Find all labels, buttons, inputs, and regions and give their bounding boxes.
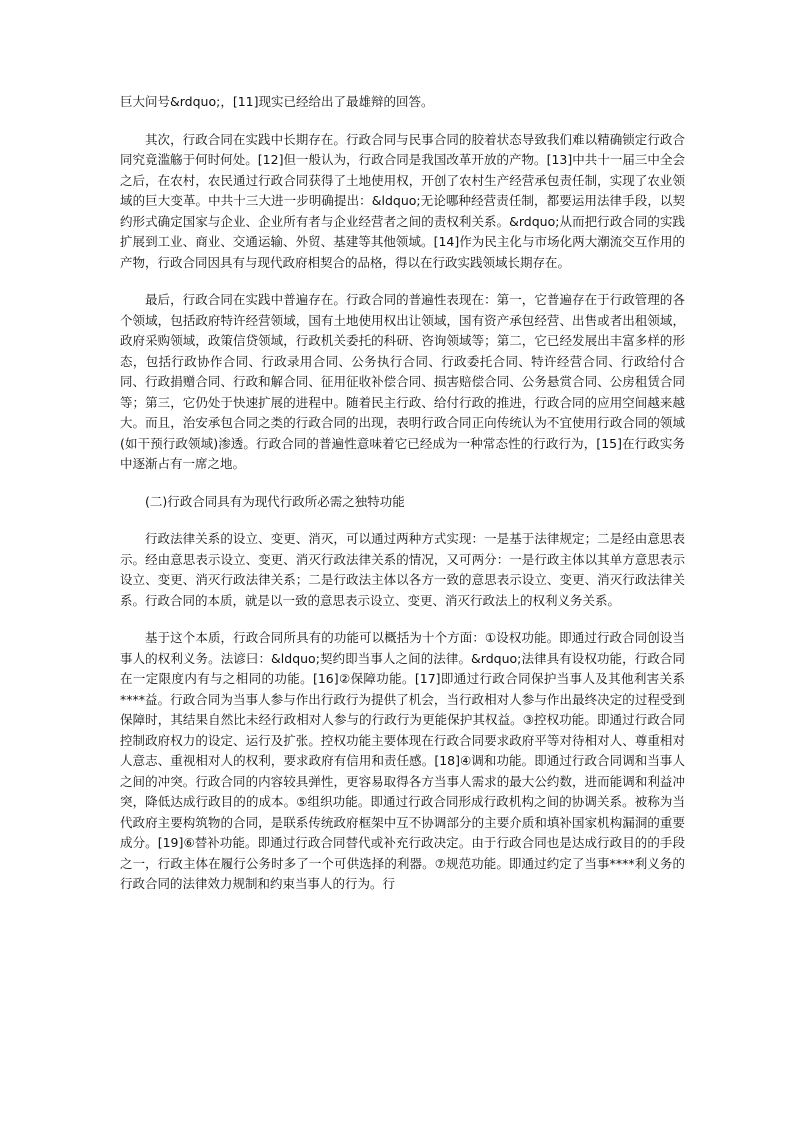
paragraph-functions: 基于这个本质，行政合同所具有的功能可以概括为十个方面：①设权功能。即通过行政合同创设当事人的权利义务。法谚曰：&ldquo;契约即当事人之间的法律。&rdquo;法律具有设权功能，行政合同在一定限度内有与之相同的功能。[16]②保障功能。[17]即通过行政合同保护当事人及其他利害关系****益。行政合同为当事人参与作出行政行为提供了机会，当行政相对人参与作出最终决定的过程受到保障时，其结果自然比未经行政相对人参与的行政行为更能保护其权益。③控权功能。即通过行政合同控制政府权力的设定、运行及扩张。控权功能主要体现在行政合同要求政府平等对待相对人、尊重相对人意志、重视相对人的权利，要求政府有信用和责任感。[18]④调和功能。即通过行政合同调和当事人之间的冲突。行政合同的内容较具弹性，更容易取得各方当事人需求的最大公约数，进而能调和利益冲突，降低达成行政目的的成本。⑤组织功能。即通过行政合同形成行政机构之间的协调关系。被称为当代政府主要构筑物的合同，是联系传统政府框架中互不协调部分的主要介质和填补国家机构漏洞的重要成分。[19]⑥替补功能。即通过行政合同替代或补充行政决定。由于行政合同也是达成行政目的的手段之一，行政主体在履行公务时多了一个可供选择的利器。⑦规范功能。即通过约定了当事****利义务的行政合同的法律效力规制和约束当事人的行为。行 [120,630,685,891]
paragraph-legal-relations: 行政法律关系的设立、变更、消灭，可以通过两种方式实现：一是基于法律规定；二是经由意思表示。经由意思表示设立、变更、消灭行政法律关系的情况，又可两分：一是行政主体以其单方意思表示设立、变更、消灭行政法律关系；二是行政法主体以各方一致的意思表示设立、变更、消灭行政法律关系。行政合同的本质，就是以一致的意思表示设立、变更、消灭行政法上的权利义务关系。 [120,531,685,608]
section-heading: (二)行政合同具有为现代行政所必需之独特功能 [145,493,405,509]
document-body [120,92,685,912]
paragraph-finally: 最后，行政合同在实践中普遍存在。行政合同的普遍性表现在：第一，它普遍存在于行政管理的各个领域，包括政府特许经营领域，国有土地使用权出让领域，国有资产承包经营、出售或者出租领域，政府采购领域，政策信贷领域，行政机关委托的科研、咨询领域等；第二，它已经发展出丰富多样的形态，包括行政协作合同、行政录用合同、公务执行合同、行政委托合同、特许经营合同、行政给付合同、行政捐赠合同、行政和解合同、征用征收补偿合同、损害赔偿合同、公务悬赏合同、公房租赁合同等；第三，它仍处于快速扩展的进程中。随着民主行政、给付行政的推进，行政合同的应用空间越来越大。而且，治安承包合同之类的行政合同的出现，表明行政合同正向传统认为不宜使用行政合同的领域(如干预行政领域)渗透。行政合同的普遍性意味着它已经成为一种常态性的行政行为，[15]在行政实务中逐渐占有一席之地。 [120,292,685,471]
paragraph-secondly: 其次，行政合同在实践中长期存在。行政合同与民事合同的胶着状态导致我们难以精确锁定行政合同究竟滥觞于何时何处。[12]但一般认为，行政合同是我国改革开放的产物。[13]中共十一届三中全会之后，在农村，农民通过行政合同获得了土地使用权，开创了农村生产经营承包责任制，实现了农业领域的巨大变革。中共十三大进一步明确提出：&ldquo;无论哪种经营责任制，都要运用法律手段，以契约形式确定国家与企业、企业所有者与企业经营者之间的责权利关系。&rdquo;从而把行政合同的实践扩展到工业、商业、交通运输、外贸、基建等其他领域。[14]作为民主化与市场化两大潮流交互作用的产物，行政合同因具有与现代政府相契合的品格，得以在行政实践领域长期存在。 [120,131,685,270]
paragraph-continuation: 巨大问号&rdquo;，[11]现实已经给出了最雄辩的回答。 [120,94,434,109]
